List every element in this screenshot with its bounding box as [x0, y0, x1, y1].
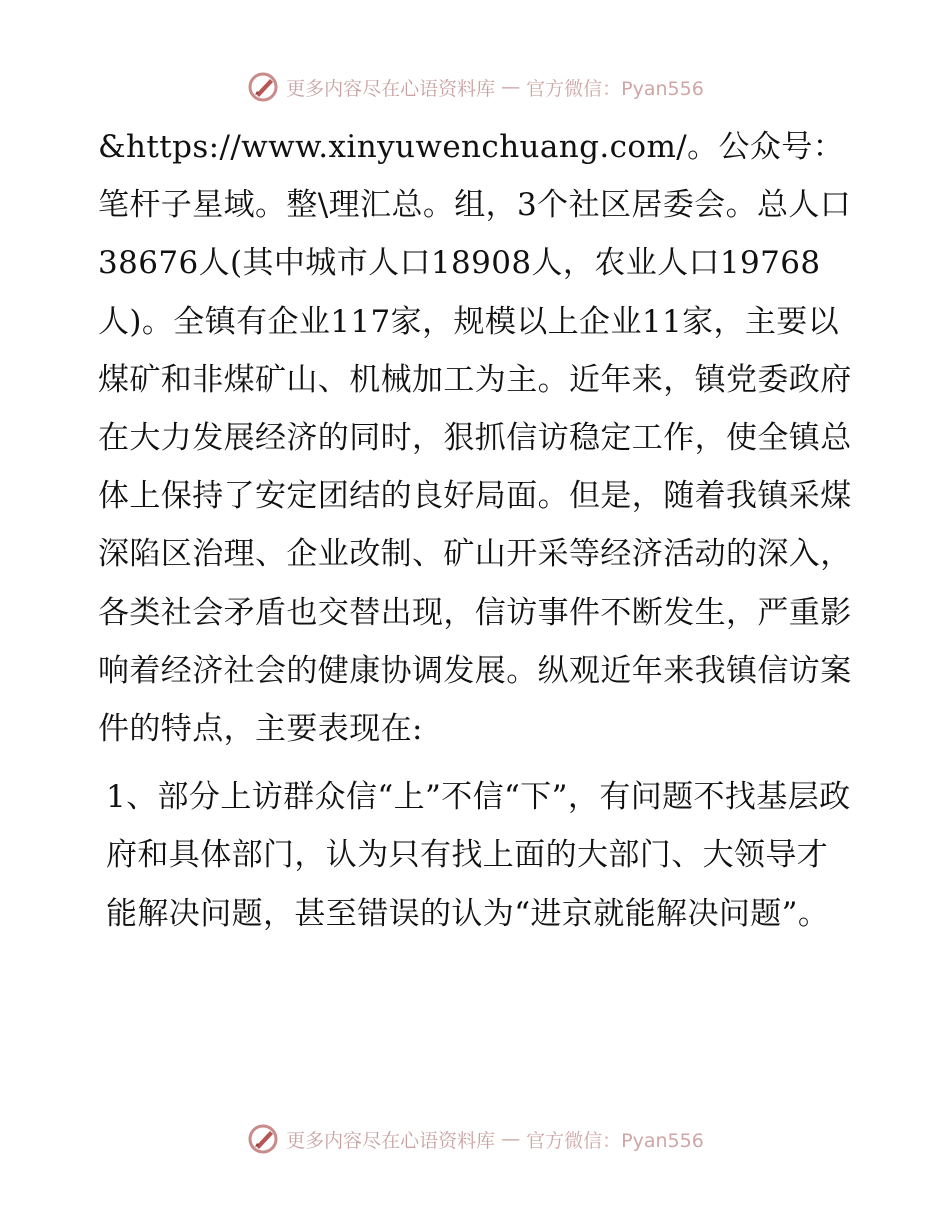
- footer-watermark: [0, 1122, 950, 1156]
- watermark-text: 更多内容尽在心语资料库: [286, 1129, 496, 1152]
- watermark-dash: —: [501, 1128, 521, 1150]
- document-body: [98, 118, 858, 943]
- watermark-dash: —: [501, 76, 521, 98]
- pen-nib-icon: [246, 1122, 280, 1156]
- paragraph-intro: &https://www.xinyuwenchuang.com/。公众号：笔杆子星域。整\理汇总。组，3个社区居委会。总人口38676人(其中城市人口18908人，农业人口19768人)。全镇有企业117家，规模以上企业11家，主要以煤矿和非煤矿山、机械加工为主。近年来，镇党委政府在大力发展经济的同时，狠抓信访稳定工作，使全镇总体上保持了安定团结的良好局面。但是，随着我镇采煤深陷区治理、企业改制、矿山开采等经济活动的深入，各类社会矛盾也交替出现，信访事件不断发生，严重影响着经济社会的健康协调发展。纵观近年来我镇信访案件的特点，主要表现在:: [98, 129, 852, 748]
- watermark-wechat: 官方微信：Pyan556: [526, 77, 704, 100]
- pen-nib-icon: [246, 70, 280, 104]
- watermark-wechat: 官方微信：Pyan556: [526, 1129, 704, 1152]
- watermark-text: 更多内容尽在心语资料库: [286, 77, 496, 100]
- header-watermark: [0, 70, 950, 104]
- paragraph-point-1: 1、部分上访群众信“上”不信“下”，有问题不找基层政府和具体部门，认为只有找上面的大部门、大领导才能解决问题，甚至错误的认为“进京就能解决问题”。: [106, 779, 851, 932]
